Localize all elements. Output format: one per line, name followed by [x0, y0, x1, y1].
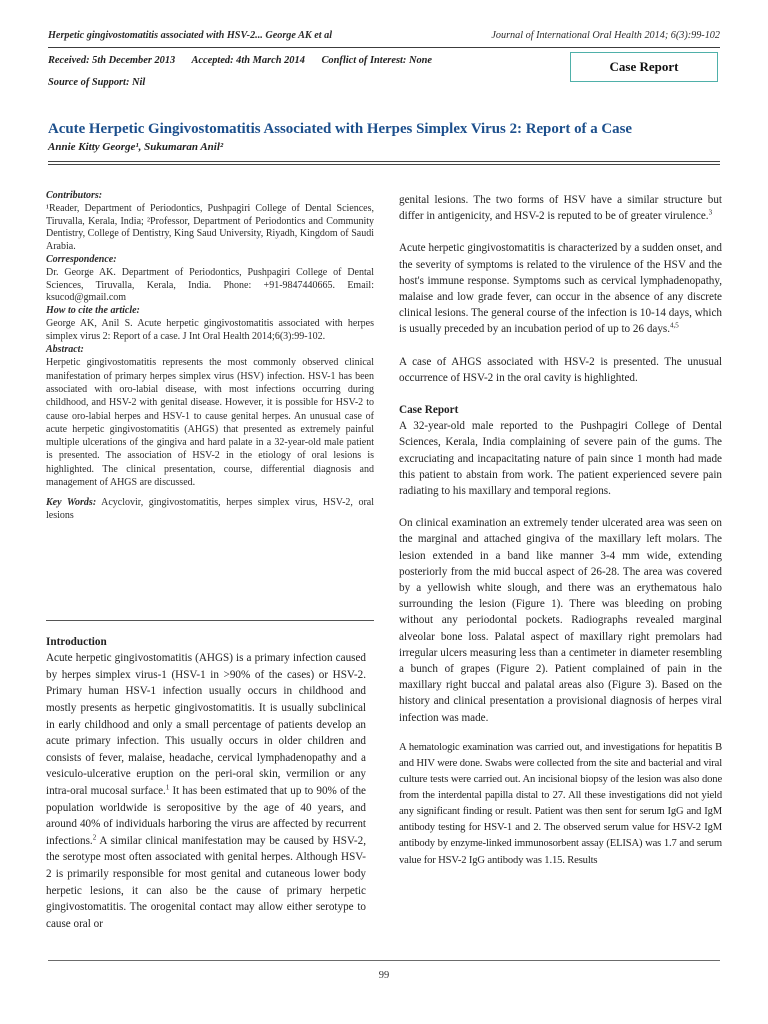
correspondence-text: Dr. George AK. Department of Periodontics, Pushpagiri College of Dental Sciences, Tiruvalla, Kerala, India. Phone: +91-9847440665. Email: ksucod@gmail.com: [46, 266, 374, 304]
article-authors: Annie Kitty George¹, Sukumaran Anil²: [48, 141, 224, 153]
contributors-text: ¹Reader, Department of Periodontics, Pushpagiri College of Dental Sciences, Tiruvalla, Kerala, India; ²Professor, Department of Periodontics and Community Dentistry, College of Dentistry, King Saud University, Riyadh, Kingdom of Saudi Arabia.: [46, 202, 374, 253]
abstract-text: Herpetic gingivostomatitis represents the most commonly observed clinical manifestation of primary herpes simplex virus (HSV) infection. HSV-1 has been associated with oro-labial disease, with most infections occurring during childhood, and HSV-2 with genital disease. However, it is possible for HSV-2 to cause oro-labial herpes and HSV-1 to cause genital herpes. An unusual case of acute herpetic gingivostomatitis (AHGS) that presented as extremely painful multiple ulcerations of the gingiva and hard palate in a 32-year-old male patient is presented. The association of HSV-2 in the etiology of oral lesions is highlighted. The clinical presentation, course, differential diagnosis and management of AHGS are discussed.: [46, 357, 374, 489]
running-header: [48, 30, 720, 46]
page-number: 99: [378, 970, 390, 981]
header-rule: [48, 47, 720, 48]
citation-label: How to cite the article:: [46, 305, 140, 317]
citation-ref: 1: [165, 783, 170, 792]
article-title: Acute Herpetic Gingivostomatitis Associated with Herpes Simplex Virus 2: Report of a Case: [48, 121, 632, 137]
introduction-paragraph: Acute herpetic gingivostomatitis (AHGS) is a primary infection caused by herpes simplex virus-1 (HSV-1 in >90% of the cases) or HSV-2. Primary human HSV-1 infection usually occurs in childhood and mostly presents as herpetic gingivostomatitis. It is usually subclinical in early childhood and only a small percentage of patients develop an acute primary infection. This usually occurs in older children and consists of fever, malaise, headache, cervical lymphadenopathy and a vesiculo-ulcerative eruption on the peri-oral skin, vermilion or any intra-oral mucosal surface.$^1$ It has been estimated that up to 90% of the population worldwide is seropositive by the age of 40 years, and around 40% of individuals harboring the virus are affected by recurrent infections.$^2$ A similar clinical manifestation may be caused by HSV-2, the serotype most often associated with genital herpes. Although HSV-2 is primarily responsible for most genital and cutaneous lower body herpetic lesions, it can also be the cause of primary herpetic gingivostomatitis. The orogenital contact may allow either serotype to cause oral or: [46, 652, 366, 930]
abstract-label: Abstract:: [46, 343, 84, 355]
body-paragraph: A 32-year-old male reported to the Pushpagiri College of Dental Sciences, Kerala, India complaining of severe pain of the gums. The excruciating and incapacitating nature of pain since 1 month had made this patient to abstain from work. The patient experienced severe pain radiating to his maxillary and temporal regions.: [399, 420, 722, 498]
journal-citation: Journal of International Oral Health 2014; 6(3):99-102: [491, 30, 720, 41]
body-paragraph: genital lesions. The two forms of HSV have a similar structure but differ in antigenicity, and HSV-2 is reputed to be of greater virulence.$^3$: [399, 194, 722, 223]
source-of-support: Source of Support: Nil: [48, 77, 146, 88]
conflict-of-interest: Conflict of Interest: None: [321, 55, 433, 66]
citation-ref: 4,5: [670, 321, 679, 330]
running-title: Herpetic gingivostomatitis associated with HSV-2... George AK et al: [48, 30, 333, 41]
left-column: [46, 634, 366, 932]
right-column: [399, 192, 722, 869]
support-line: [48, 77, 159, 88]
case-report-heading: Case Report: [399, 404, 459, 417]
keywords-label: Key Words:: [46, 497, 97, 509]
citation-ref: 3: [708, 208, 713, 217]
keywords: [46, 497, 374, 523]
received-date: Received: 5th December 2013: [48, 55, 176, 66]
correspondence-label: Correspondence:: [46, 253, 117, 265]
title-rule: [48, 161, 720, 162]
footer-rule: [48, 960, 720, 961]
citation-text: George AK, Anil S. Acute herpetic gingivostomatitis associated with herpes simplex virus 2: Report of a case. J Int Oral Health 2014;6(3):99-102.: [46, 317, 374, 342]
citation-ref: 2: [92, 833, 97, 842]
dates-line: [48, 55, 446, 66]
contributors-label: Contributors:: [46, 190, 103, 201]
article-info-box: [46, 190, 374, 614]
introduction-heading: Introduction: [46, 636, 107, 648]
body-paragraph: On clinical examination an extremely tender ulcerated area was seen on the marginal and attached gingiva of the maxillary left molars. The lesion extended in a band like manner 3-4 mm wide, extending posteriorly from the mid buccal aspect of 26-28. The area was covered by a yellowish white slough, and there was an erythematous halo surrounding the lesion (Figure 1). There was bleeding on probing without any periodontal pockets. Radiographs revealed marginal alveolar bone loss. Palatal aspect of maxillary right premolars had irregular ulcers measuring less than a centimeter in diameter resembling a bunch of grapes (Figure 2). Patient complained of pain in the maxillary right buccal and palatal areas also (Figure 3). Based on the history and clinical presentation a provisional diagnosis of herpes viral infection was made.: [399, 517, 722, 724]
article-type-badge: Case Report: [570, 52, 718, 82]
info-box-rule: [46, 620, 374, 621]
keywords-text: Acyclovir, gingivostomatitis, herpes simplex virus, HSV-2, oral lesions: [46, 497, 374, 522]
body-paragraph: A hematologic examination was carried out, and investigations for hepatitis B and HIV were done. Swabs were collected from the site and bacterial and viral culture tests were carried out. An incisional biopsy of the lesion was also done from the interdental papilla distal to 27. All these investigations did not yield any significant finding or result. Patient was then sent for serum IgG and IgM antibody testing for HSV-1 and 2. The observed serum value for HSV-2 IgM antibody by enzyme-linked immunosorbent assay (ELISA) was 1.7 and serum value for HSV-2 IgG antibody was 1.15. Results: [399, 741, 722, 866]
body-paragraph: Acute herpetic gingivostomatitis is characterized by a sudden onset, and the severity of symptoms is related to the virulence of the HSV and the host's immune response. Symptoms such as cervical lymphadenopathy, malaise and low grade fever, can occur in the absence of any discrete clinical lesions. The general course of the infection is 10-14 days, which is usually preceded by an incubation period of up to 26 days.$^{4,5}$: [399, 242, 722, 336]
accepted-date: Accepted: 4th March 2014: [191, 55, 305, 66]
title-rule-secondary: [48, 164, 720, 165]
body-paragraph: A case of AHGS associated with HSV-2 is presented. The unusual occurrence of HSV-2 in the oral cavity is highlighted.: [399, 355, 722, 384]
